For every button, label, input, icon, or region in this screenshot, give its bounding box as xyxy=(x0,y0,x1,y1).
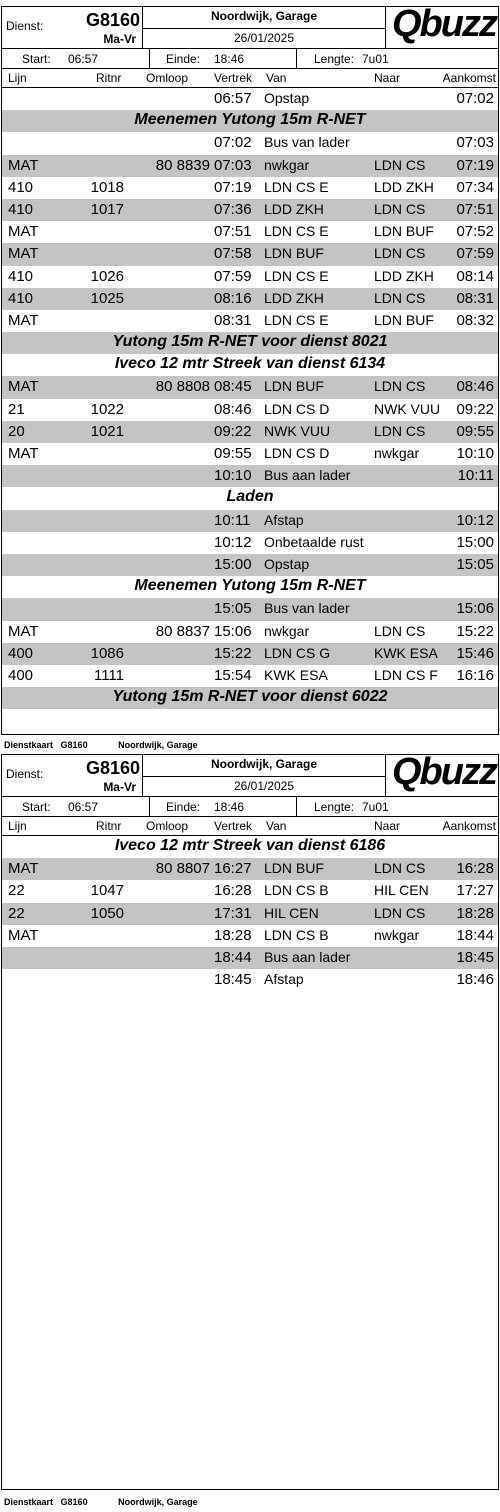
section-heading: Yutong 15m R-NET voor dienst 6022 xyxy=(112,688,388,706)
start-label: Start: xyxy=(22,52,51,66)
dienst-code: G8160 xyxy=(85,10,140,30)
cell-aankomst: 16:16 xyxy=(456,666,494,684)
cell-aankomst: 09:55 xyxy=(456,422,494,440)
cell-vertrek: 08:31 xyxy=(214,311,252,329)
col-lijn: Lijn xyxy=(8,71,27,85)
cell-aankomst: 07:03 xyxy=(456,134,494,152)
cell-ritnr: 1025 xyxy=(90,289,124,307)
trip-row xyxy=(2,155,498,177)
divider xyxy=(296,49,297,68)
cell-vertrek: 18:44 xyxy=(214,948,252,966)
trip-row xyxy=(2,947,498,969)
trip-row xyxy=(2,598,498,620)
cell-aankomst: 10:10 xyxy=(456,445,494,462)
cell-vertrek: 18:28 xyxy=(214,926,252,944)
col-aankomst: Aankomst xyxy=(442,819,496,833)
cell-van: Opstap xyxy=(264,90,310,106)
divider xyxy=(296,797,297,816)
column-header xyxy=(2,817,498,836)
shift-info-bar xyxy=(2,49,498,69)
cell-lijn: 22 xyxy=(8,882,25,900)
cell-naar: LDN BUF xyxy=(374,311,434,328)
col-naar: Naar xyxy=(374,819,401,833)
cell-naar: LDN CS xyxy=(374,289,426,306)
page-footer xyxy=(4,1497,198,1507)
cell-naar: HIL CEN xyxy=(374,882,429,899)
col-lijn: Lijn xyxy=(8,819,27,833)
col-aankomst: Aankomst xyxy=(442,71,496,85)
trip-row xyxy=(2,554,498,576)
cell-aankomst: 10:12 xyxy=(456,511,494,529)
cell-aankomst: 16:28 xyxy=(456,860,494,878)
cell-lijn: 410 xyxy=(8,200,34,218)
cell-aankomst: 18:28 xyxy=(456,904,494,922)
schedule-rows xyxy=(2,836,498,991)
trip-row xyxy=(2,288,498,310)
cell-aankomst: 15:05 xyxy=(456,555,494,573)
start-label: Start: xyxy=(22,800,51,814)
location: Noordwijk, Garage xyxy=(143,757,385,777)
cell-aankomst: 15:06 xyxy=(456,600,494,618)
lengte-label: Lengte: xyxy=(314,800,355,814)
cell-lijn: 21 xyxy=(8,400,25,418)
cell-ritnr: 1111 xyxy=(93,666,124,684)
cell-van: Bus aan lader xyxy=(264,948,351,965)
divider xyxy=(149,797,150,816)
cell-ritnr: 1022 xyxy=(90,400,124,418)
cell-vertrek: 15:06 xyxy=(214,622,252,640)
cell-naar: LDD ZKH xyxy=(374,267,434,284)
trip-row xyxy=(2,665,498,687)
schedule-rows xyxy=(2,88,498,709)
start-time: 06:57 xyxy=(68,52,99,66)
cell-lijn: 410 xyxy=(8,178,34,196)
dienst-label: Dienst: xyxy=(6,19,44,33)
footer-prefix: Dienstkaart xyxy=(4,740,54,750)
cell-aankomst: 07:52 xyxy=(456,223,494,241)
cell-van: Bus van lader xyxy=(264,600,350,617)
cell-naar: NWK VUU xyxy=(374,400,441,417)
cell-van: nwkgar xyxy=(264,156,310,173)
section-heading-row xyxy=(2,332,498,354)
trip-row xyxy=(2,399,498,421)
cell-vertrek: 17:31 xyxy=(214,904,252,922)
col-vertrek: Vertrek xyxy=(214,71,253,85)
cell-ritnr: 1021 xyxy=(90,422,124,440)
cell-aankomst: 08:31 xyxy=(456,289,494,307)
col-ritnr: Ritnr xyxy=(96,71,122,85)
cell-lijn: 410 xyxy=(8,267,34,285)
cell-naar: KWK ESA xyxy=(374,644,438,661)
cell-van: LDN CS D xyxy=(264,445,330,461)
cell-van: LDD ZKH xyxy=(264,289,324,306)
cell-van: Onbetaalde rust xyxy=(264,533,364,550)
date: 26/01/2025 xyxy=(233,779,295,793)
section-heading-row xyxy=(2,487,498,509)
dienstkaart-sheet xyxy=(1,751,499,1490)
cell-naar: LDN CS xyxy=(374,860,426,877)
divider xyxy=(385,755,386,796)
cell-lijn: 400 xyxy=(8,644,34,662)
einde-label: Einde: xyxy=(166,52,201,66)
column-header xyxy=(2,69,498,88)
cell-vertrek: 10:10 xyxy=(214,467,252,485)
col-vertrek: Vertrek xyxy=(214,819,253,833)
cell-vertrek: 15:05 xyxy=(214,600,252,618)
cell-lijn: 20 xyxy=(8,422,25,440)
cell-vertrek: 16:28 xyxy=(214,882,252,900)
trip-row xyxy=(2,621,498,643)
cell-naar: LDN CS xyxy=(374,622,426,639)
trip-row xyxy=(2,443,498,465)
col-ritnr: Ritnr xyxy=(96,819,122,833)
cell-ritnr: 1026 xyxy=(90,267,124,285)
cell-vertrek: 07:51 xyxy=(214,223,252,241)
dienst-days: Ma-Vr xyxy=(103,32,136,46)
cell-ritnr: 1017 xyxy=(90,200,124,218)
col-naar: Naar xyxy=(374,71,401,85)
trip-row xyxy=(2,310,498,332)
sheet-header xyxy=(2,751,498,797)
qbuzz-logo: Qbuzz xyxy=(392,751,496,793)
trip-row xyxy=(2,465,498,487)
shift-info-bar xyxy=(2,797,498,817)
footer-prefix: Dienstkaart xyxy=(4,1497,54,1507)
cell-vertrek: 15:54 xyxy=(214,666,252,684)
dienstkaart-sheet xyxy=(1,3,499,735)
section-heading-row xyxy=(2,110,498,132)
cell-lijn: MAT xyxy=(8,622,39,640)
cell-naar: LDN CS xyxy=(374,422,426,439)
trip-row xyxy=(2,376,498,398)
trip-row xyxy=(2,243,498,265)
cell-aankomst: 17:27 xyxy=(456,882,494,900)
cell-vertrek: 18:45 xyxy=(214,971,252,989)
trip-row xyxy=(2,88,498,110)
cell-ritnr: 1086 xyxy=(90,644,124,662)
cell-aankomst: 08:14 xyxy=(456,267,494,285)
cell-van: LDN CS E xyxy=(264,267,329,284)
cell-vertrek: 07:59 xyxy=(214,267,252,285)
cell-aankomst: 07:59 xyxy=(456,245,494,263)
trip-row xyxy=(2,266,498,288)
cell-naar: LDN BUF xyxy=(374,223,434,240)
cell-lijn: MAT xyxy=(8,926,39,944)
date: 26/01/2025 xyxy=(233,31,295,45)
trip-row xyxy=(2,532,498,554)
cell-vertrek: 07:02 xyxy=(214,134,252,152)
einde-time: 18:46 xyxy=(214,800,245,814)
cell-van: Afstap xyxy=(264,971,304,988)
cell-naar: LDN CS xyxy=(374,245,426,262)
divider xyxy=(385,7,386,48)
cell-van: HIL CEN xyxy=(264,904,319,921)
cell-vertrek: 07:58 xyxy=(214,245,252,263)
cell-aankomst: 18:46 xyxy=(456,971,494,989)
trip-row xyxy=(2,132,498,154)
cell-vertrek: 16:27 xyxy=(214,860,252,878)
section-heading-row xyxy=(2,836,498,858)
dienst-days: Ma-Vr xyxy=(103,780,136,794)
cell-van: LDN BUF xyxy=(264,378,324,395)
cell-vertrek: 08:45 xyxy=(214,378,252,396)
trip-row xyxy=(2,880,498,902)
cell-aankomst: 18:45 xyxy=(456,948,494,966)
cell-aankomst: 07:02 xyxy=(456,90,494,107)
cell-naar: LDD ZKH xyxy=(374,178,434,195)
cell-lijn: 410 xyxy=(8,289,34,307)
cell-vertrek: 08:46 xyxy=(214,400,252,418)
cell-vertrek: 07:19 xyxy=(214,178,252,196)
cell-naar: LDN CS xyxy=(374,378,426,395)
footer-code: G8160 xyxy=(60,1497,88,1507)
col-van: Van xyxy=(266,71,287,85)
cell-vertrek: 15:22 xyxy=(214,644,252,662)
cell-van: LDN CS E xyxy=(264,223,329,240)
cell-ritnr: 1050 xyxy=(90,904,124,922)
cell-lijn: 400 xyxy=(8,666,34,684)
qbuzz-logo: Qbuzz xyxy=(392,3,496,45)
cell-lijn: MAT xyxy=(8,156,39,174)
sheet-header xyxy=(2,3,498,49)
cell-van: LDN CS B xyxy=(264,882,329,899)
cell-vertrek: 09:55 xyxy=(214,445,252,462)
location: Noordwijk, Garage xyxy=(143,9,385,29)
cell-van: LDN CS E xyxy=(264,178,329,195)
cell-vertrek: 09:22 xyxy=(214,422,252,440)
cell-omloop: 80 8837 xyxy=(155,622,210,640)
cell-van: nwkgar xyxy=(264,622,310,639)
trip-row xyxy=(2,177,498,199)
dienst-label: Dienst: xyxy=(6,767,44,781)
divider xyxy=(149,49,150,68)
cell-van: LDN BUF xyxy=(264,860,324,877)
cell-aankomst: 07:51 xyxy=(456,200,494,218)
cell-van: LDN CS G xyxy=(264,644,331,661)
cell-vertrek: 07:03 xyxy=(214,156,252,174)
cell-omloop: 80 8807 xyxy=(155,860,210,878)
section-heading: Yutong 15m R-NET voor dienst 8021 xyxy=(112,333,388,351)
cell-lijn: MAT xyxy=(8,378,39,396)
col-omloop: Omloop xyxy=(146,819,189,833)
section-heading: Laden xyxy=(226,488,274,506)
trip-row xyxy=(2,643,498,665)
cell-van: LDN CS E xyxy=(264,311,329,328)
einde-time: 18:46 xyxy=(214,52,245,66)
cell-aankomst: 10:11 xyxy=(457,467,494,485)
section-heading-row xyxy=(2,687,498,709)
footer-location: Noordwijk, Garage xyxy=(118,740,198,750)
cell-vertrek: 10:12 xyxy=(214,533,252,551)
einde-label: Einde: xyxy=(166,800,201,814)
trip-row xyxy=(2,969,498,991)
cell-van: Bus aan lader xyxy=(264,467,351,484)
cell-ritnr: 1047 xyxy=(90,882,124,900)
trip-row xyxy=(2,858,498,880)
cell-naar: nwkgar xyxy=(374,926,420,943)
cell-omloop: 80 8808 xyxy=(155,378,210,396)
cell-van: LDN BUF xyxy=(264,245,324,262)
cell-lijn: MAT xyxy=(8,860,39,878)
section-heading: Iveco 12 mtr Streek van dienst 6134 xyxy=(114,355,386,373)
dienst-code: G8160 xyxy=(85,758,140,778)
cell-vertrek: 06:57 xyxy=(214,90,252,107)
cell-van: Afstap xyxy=(264,511,304,528)
footer-location: Noordwijk, Garage xyxy=(118,1497,198,1507)
cell-naar: nwkgar xyxy=(374,445,420,461)
cell-naar: LDN CS F xyxy=(374,666,438,683)
cell-lijn: MAT xyxy=(8,445,39,462)
section-heading: Iveco 12 mtr Streek van dienst 6186 xyxy=(114,837,386,854)
cell-aankomst: 15:46 xyxy=(456,644,494,662)
cell-naar: LDN CS xyxy=(374,156,426,173)
lengte-value: 7u01 xyxy=(362,52,389,66)
col-van: Van xyxy=(266,819,287,833)
section-heading-row xyxy=(2,354,498,376)
trip-row xyxy=(2,510,498,532)
cell-vertrek: 08:16 xyxy=(214,289,252,307)
start-time: 06:57 xyxy=(68,800,99,814)
lengte-value: 7u01 xyxy=(362,800,389,814)
trip-row xyxy=(2,925,498,947)
cell-van: LDN CS B xyxy=(264,926,329,943)
cell-aankomst: 15:00 xyxy=(456,533,494,551)
cell-aankomst: 08:32 xyxy=(456,311,494,329)
trip-row xyxy=(2,903,498,925)
cell-aankomst: 15:22 xyxy=(456,622,494,640)
footer-code: G8160 xyxy=(60,740,88,750)
section-heading-row xyxy=(2,576,498,598)
lengte-label: Lengte: xyxy=(314,52,355,66)
trip-row xyxy=(2,221,498,243)
cell-lijn: MAT xyxy=(8,245,39,263)
cell-aankomst: 08:46 xyxy=(456,378,494,396)
cell-naar: LDN CS xyxy=(374,904,426,921)
cell-lijn: MAT xyxy=(8,311,39,329)
col-omloop: Omloop xyxy=(146,71,189,85)
cell-vertrek: 07:36 xyxy=(214,200,252,218)
cell-van: LDD ZKH xyxy=(264,200,324,217)
cell-vertrek: 10:11 xyxy=(214,511,251,529)
cell-aankomst: 07:34 xyxy=(456,178,494,196)
cell-aankomst: 09:22 xyxy=(456,400,494,418)
cell-van: Opstap xyxy=(264,555,310,572)
trip-row xyxy=(2,421,498,443)
cell-naar: LDN CS xyxy=(374,200,426,217)
cell-vertrek: 15:00 xyxy=(214,555,252,573)
cell-aankomst: 07:19 xyxy=(456,156,494,174)
cell-van: NWK VUU xyxy=(264,422,331,439)
section-heading: Meenemen Yutong 15m R-NET xyxy=(134,577,366,595)
page-footer xyxy=(4,740,198,750)
cell-van: LDN CS D xyxy=(264,400,330,417)
cell-omloop: 80 8839 xyxy=(155,156,210,174)
cell-lijn: 22 xyxy=(8,904,25,922)
cell-van: KWK ESA xyxy=(264,666,328,683)
cell-lijn: MAT xyxy=(8,223,39,241)
section-heading: Meenemen Yutong 15m R-NET xyxy=(134,111,366,129)
cell-aankomst: 18:44 xyxy=(456,926,494,944)
cell-ritnr: 1018 xyxy=(90,178,124,196)
trip-row xyxy=(2,199,498,221)
cell-van: Bus van lader xyxy=(264,134,350,151)
